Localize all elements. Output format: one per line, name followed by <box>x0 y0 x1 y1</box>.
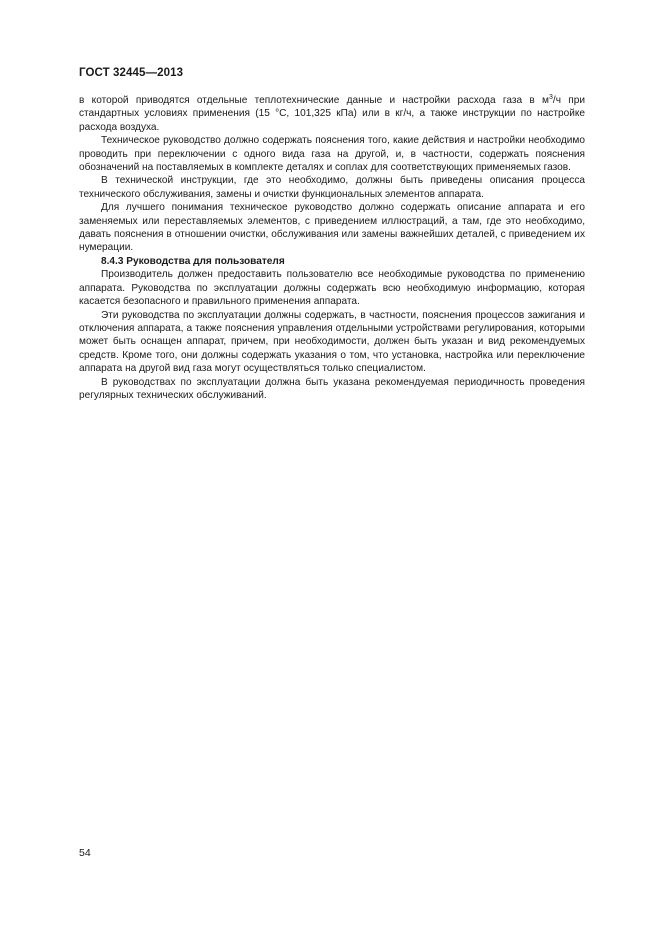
section-heading: 8.4.3 Руководства для пользователя <box>101 255 285 267</box>
document-header: ГОСТ 32445—2013 <box>79 67 184 79</box>
paragraph: В руководствах по эксплуатации должна быть указана рекомендуемая периодичность проведения регулярных технических обслуживаний. <box>79 376 585 401</box>
document-body <box>79 94 585 402</box>
paragraph-text: в которой приводятся отдельные теплотехнические данные и настройки расхода газа в м <box>79 95 549 106</box>
paragraph: Техническое руководство должно содержать пояснения того, какие действия и настройки необходимо проводить при переключении с одного вида газа на другой, и, в частности, содержать пояснения обозначений на поставляемых в комплекте деталях и соплах для соответствующих применяемых газов. <box>79 135 585 174</box>
paragraph: Производитель должен предоставить пользователю все необходимые руководства по применению аппарата. Руководства по эксплуатации должны содержать всю необходимую информацию, которая касается безопасного и правильного применения аппарата. <box>79 269 585 308</box>
page-number: 54 <box>79 847 91 859</box>
paragraph-text: /ч при стандартных условиях применения (15 °С, 101,325 кПа) или в кг/ч, а также инструкции по настройке расхода воздуха. <box>79 95 585 133</box>
superscript: 3 <box>549 94 553 101</box>
paragraph: Для лучшего понимания техническое руководство должно содержать описание аппарата и его заменяемых или переставляемых элементов, с приведением иллюстраций, а там, где это необходимо, давать пояснения в отношении очистки, обслуживания или замены важнейших деталей, с приведением их нумерации. <box>79 202 585 254</box>
paragraph: Эти руководства по эксплуатации должны содержать, в частности, пояснения процессов зажигания и отключения аппарата, а также пояснения управления отдельными устройствами регулирования, которыми может быть оснащен аппарат, причем, при необходимости, должен быть указан и вид рекомендуемых средств. Кроме того, они должны содержать указания о том, что установка, настройка или переключение аппарата на другой вид газа могут осуществляться только специалистом. <box>79 309 585 375</box>
paragraph: В технической инструкции, где это необходимо, должны быть приведены описания процесса технического обслуживания, замены и очистки функциональных элементов аппарата. <box>79 175 585 200</box>
paragraph-continuation <box>79 94 585 134</box>
